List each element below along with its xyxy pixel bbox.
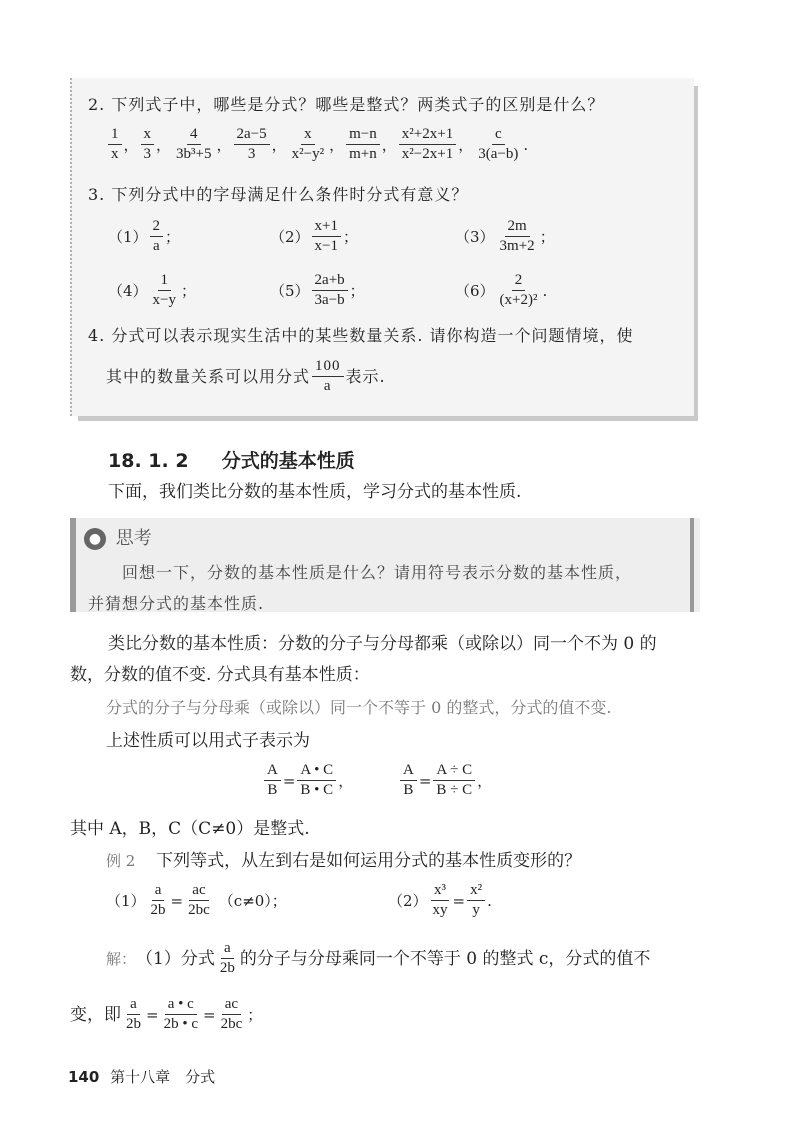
q3-item-1: （1） $\frac{2}{a}$ ； xyxy=(108,218,181,254)
solution-line-1: 解： （1）分式 $\frac{a}{2b}$ 的分子与分母乘同一个不等于 0 的整式 c，分式的值不 xyxy=(106,940,651,976)
think-title: 思考 xyxy=(115,528,152,549)
property-statement: 分式的分子与分母乘（或除以）同一个不等于 0 的整式，分式的值不变. xyxy=(106,698,612,717)
think-box-right-border xyxy=(690,518,694,612)
body-paragraph-1-line-1: 类比分数的基本性质：分数的分子与分母都乘（或除以）同一个不为 0 的 xyxy=(108,634,657,654)
q3-item-3: （3） $\frac{2m}{3m+2}$ ； xyxy=(455,218,555,254)
q4-frac: $\frac{100}{a}$ xyxy=(312,358,344,395)
question-4-line-1: 4. 分式可以表示现实生活中的某些数量关系. 请你构造一个问题情境，使 xyxy=(88,326,634,345)
example-2-statement xyxy=(106,850,581,872)
body-paragraph-2: 上述性质可以用式子表示为 xyxy=(106,731,310,751)
q3-item-4: （4） $\frac{1}{x-y}$ ； xyxy=(108,272,197,308)
chapter-title: 第十八章 分式 xyxy=(110,1068,216,1086)
section-heading xyxy=(108,446,355,473)
where-clause: 其中 A，B，C（C≠0）是整式. xyxy=(70,819,310,839)
page-footer xyxy=(68,1066,215,1087)
q2-frac-6: $\frac{m-n}{m+n}$ xyxy=(346,126,380,163)
question-2-fractions: $\frac{1}{x}$ ， $\frac{x}{3}$ ， $\frac{4}{\text{3b³+5}}$ ， $\frac{2a-5}{3}$ ， $\frac{x}{\text{x²−y²}}$ ， $\frac{m-n}{m+n}$ ， $\frac{\text{x²+2x+1}}{\text{x²−2x+1}}$ ， $\frac{c}{3(a-b)}$ . xyxy=(106,126,528,163)
section-intro: 下面，我们类比分数的基本性质，学习分式的基本性质. xyxy=(108,482,522,502)
question-3-text: 3. 下列分式中的字母满足什么条件时分式有意义？ xyxy=(88,185,469,204)
solution-line-2: 变，即 $\frac{a}{2b}$ = $\frac{a • c}{2b • c}$ = $\frac{ac}{2bc}$ ； xyxy=(70,996,263,1032)
formula-multiply: $\frac{A}{B}$ = $\frac{A • C}{B • C}$ ， xyxy=(262,762,353,799)
q2-frac-8: $\frac{c}{3(a-b)}$ xyxy=(478,126,519,162)
example-part-2: （2） $\frac{\text{x³}}{xy}$ = $\frac{\text{x²}}{y}$ . xyxy=(388,882,492,918)
think-line-2: 并猜想分式的基本性质. xyxy=(88,594,265,613)
q3-item-2: （2） $\frac{x+1}{x-1}$ ； xyxy=(270,218,359,254)
q3-item-5: （5） $\frac{2a+b}{3a-b}$ ； xyxy=(270,272,365,308)
q2-frac-4: $\frac{2a-5}{3}$ xyxy=(234,126,270,163)
page-number: 140 xyxy=(68,1068,100,1086)
q2-frac-3: $\frac{4}{\text{3b³+5}}$ xyxy=(176,126,212,162)
q2-frac-2: $\frac{x}{3}$ xyxy=(141,126,155,163)
formula-divide: $\frac{A}{B}$ = $\frac{A \div C}{B \div C}$ ， xyxy=(398,762,492,799)
example-part-1: （1） $\frac{a}{2b}$ = $\frac{ac}{2bc}$ （c≠0）； xyxy=(106,882,287,918)
q2-frac-5: $\frac{x}{\text{x²−y²}}$ xyxy=(291,126,325,162)
lightbulb-icon: ● xyxy=(84,528,106,550)
think-header xyxy=(84,524,152,550)
q3-item-6: （6） $\frac{2}{\text{(x+2)²}}$ . xyxy=(455,272,548,308)
body-paragraph-1-line-2: 数，分数的值不变. 分式具有基本性质： xyxy=(70,665,370,685)
q2-frac-1: $\frac{1}{x}$ xyxy=(108,126,122,163)
question-4-line-2: 其中的数量关系可以用分式 $\frac{100}{a}$ 表示. xyxy=(106,358,386,394)
exercise-box-shadow-bottom xyxy=(78,416,698,421)
question-2-text: 2. 下列式子中，哪些是分式？哪些是整式？两类式子的区别是什么？ xyxy=(88,95,605,114)
think-line-1: 回想一下，分数的基本性质是什么？请用符号表示分数的基本性质， xyxy=(122,563,633,582)
example-label: 例 2 xyxy=(106,852,136,870)
q2-frac-7: $\frac{\text{x²+2x+1}}{\text{x²−2x+1}}$ xyxy=(399,126,456,163)
section-number: 18. 1. 2 xyxy=(108,450,189,472)
section-title: 分式的基本性质 xyxy=(221,450,355,472)
solution-label: 解： xyxy=(106,949,137,968)
example-text: 下列等式，从左到右是如何运用分式的基本性质变形的？ xyxy=(156,851,582,871)
